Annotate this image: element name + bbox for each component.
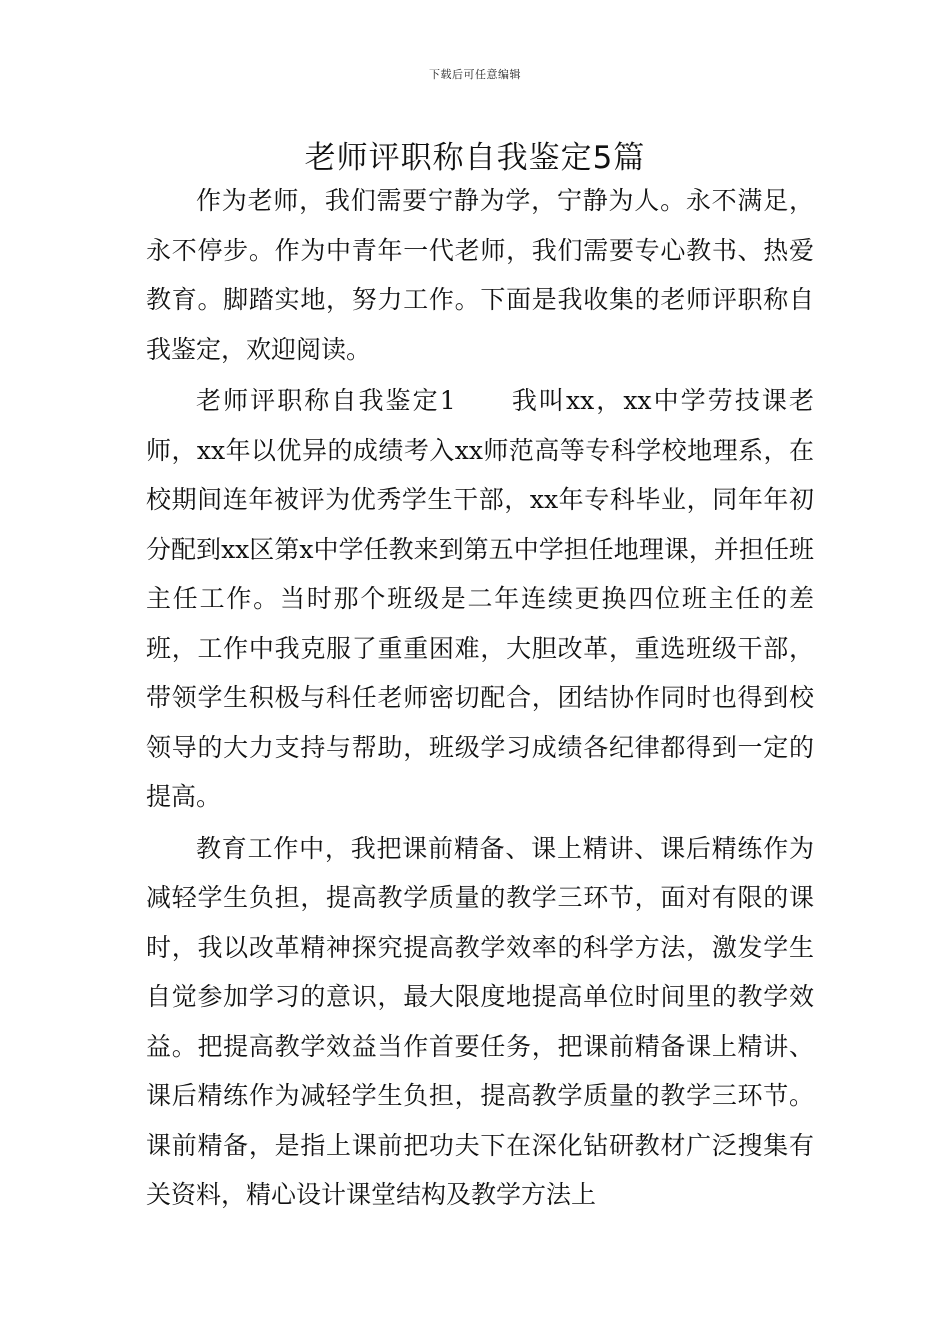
body-paragraph-essay-1: 老师评职称自我鉴定1 我叫xx，xx中学劳技课老师，xx年以优异的成绩考入xx师范高等专科学校地理系，在校期间连年被评为优秀学生干部，xx年专科毕业，同年年初分配到xx区第x中学任教来到第五中学担任地理课，并担任班主任工作。当时那个班级是二年连续更换四位班主任的差班，工作中我克服了重重困难，大胆改革，重选班级干部，带领学生积极与科任老师密切配合，团结协作同时也得到校领导的大力支持与帮助，班级学习成绩各纪律都得到一定的提高。 [146, 386, 814, 811]
body-paragraph-teaching: 教育工作中，我把课前精备、课上精讲、课后精练作为减轻学生负担，提高教学质量的教学三环节，面对有限的课时，我以改革精神探究提高教学效率的科学方法，激发学生自觉参加学习的意识，最大限度地提高单位时间里的教学效益。把提高教学效益当作首要任务，把课前精备课上精讲、课后精练作为减轻学生负担，提高教学质量的教学三环节。课前精备，是指上课前把功夫下在深化钻研教材广泛搜集有关资料，精心设计课堂结构及教学方法上 [146, 833, 814, 1209]
document-body [146, 176, 814, 1222]
header-note: 下载后可任意编辑 [429, 68, 521, 81]
body-paragraph-intro: 作为老师，我们需要宁静为学，宁静为人。永不满足，永不停步。作为中青年一代老师，我们需要专心教书、热爱教育。脚踏实地，努力工作。下面是我收集的老师评职称自我鉴定，欢迎阅读。 [146, 186, 814, 364]
page-title: 老师评职称自我鉴定5篇 [304, 140, 646, 176]
